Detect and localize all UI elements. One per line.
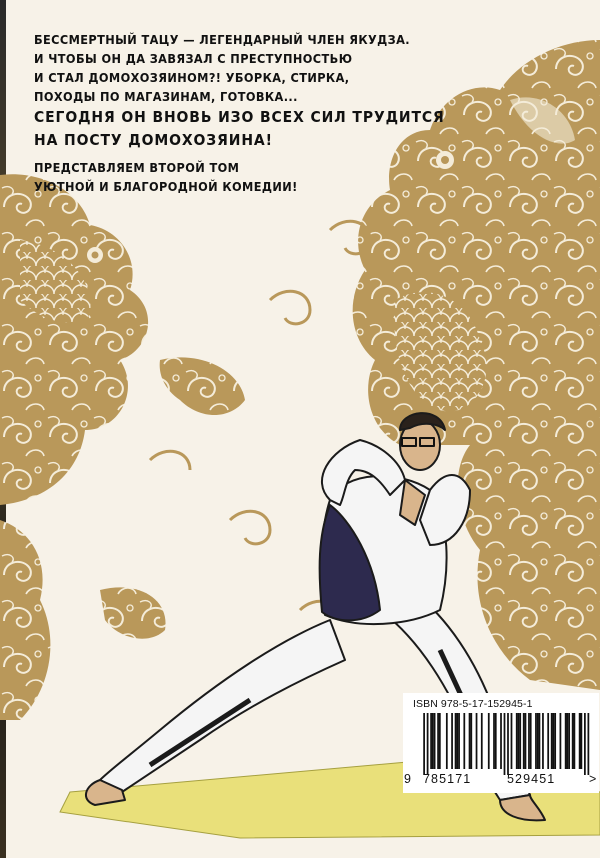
barcode-bar xyxy=(539,713,541,769)
barcode-trailer: > xyxy=(589,772,598,786)
barcode-bar xyxy=(525,713,527,769)
barcode-bar xyxy=(437,713,439,769)
barcode-bar xyxy=(458,713,460,769)
barcode-bar xyxy=(528,713,530,769)
barcode-bar xyxy=(423,713,425,775)
barcode-bar xyxy=(427,713,429,775)
barcode-bar xyxy=(456,713,458,769)
barcode-bar xyxy=(493,713,495,769)
barcode-bar xyxy=(553,713,555,769)
blurb-line: УЮТНОЙ И БЛАГОРОДНОЙ КОМЕДИИ! xyxy=(34,179,298,194)
barcode-bar xyxy=(439,713,441,769)
barcode-bar xyxy=(500,713,502,769)
barcode-bar xyxy=(535,713,537,769)
isbn-label: ISBN 978-5-17-152945-1 xyxy=(413,698,533,710)
barcode-lead-digit: 9 xyxy=(404,772,413,786)
barcode-left-group: 785171 xyxy=(423,772,472,786)
barcode-bar xyxy=(530,713,532,769)
barcode-bar xyxy=(518,713,520,769)
barcode-bar xyxy=(537,713,539,769)
barcode-bar xyxy=(581,713,583,769)
barcode-bar xyxy=(554,713,556,769)
barcode-bar xyxy=(432,713,434,769)
barcode-bar xyxy=(572,713,574,769)
barcode-bar xyxy=(469,713,471,769)
barcode-bar xyxy=(547,713,549,769)
barcode-block xyxy=(403,693,599,793)
blurb-line: ПОХОДЫ ПО МАГАЗИНАМ, ГОТОВКА... xyxy=(34,89,298,104)
barcode-bars xyxy=(411,713,591,775)
barcode-bar xyxy=(495,713,497,769)
blurb-line: БЕССМЕРТНЫЙ ТАЦУ — ЛЕГЕНДАРНЫЙ ЧЛЕН ЯКУДЗА. xyxy=(34,32,410,47)
barcode-right-group: 529451 xyxy=(507,772,556,786)
barcode-bar xyxy=(507,713,509,775)
barcode-bar xyxy=(481,713,483,769)
barcode-bar xyxy=(476,713,478,769)
left-dragon-art xyxy=(0,174,245,720)
barcode-bar xyxy=(451,713,453,769)
blurb-headline-line: НА ПОСТУ ДОМОХОЗЯИНА! xyxy=(34,131,273,149)
barcode-bar xyxy=(542,713,544,769)
barcode-bar xyxy=(584,713,586,775)
barcode-bar xyxy=(551,713,553,769)
barcode-bar xyxy=(488,713,490,769)
barcode-bar xyxy=(516,713,518,769)
barcode-bar xyxy=(567,713,569,769)
barcode-bar xyxy=(565,713,567,769)
barcode-bar xyxy=(504,713,506,775)
barcode-bar xyxy=(455,713,457,769)
barcode-bar xyxy=(568,713,570,769)
barcode-bar xyxy=(588,713,590,775)
barcode-bar xyxy=(511,713,513,769)
blurb-line: И ЧТОБЫ ОН ДА ЗАВЯЗАЛ С ПРЕСТУПНОСТЬЮ xyxy=(34,51,353,66)
blurb-line: ПРЕДСТАВЛЯЕМ ВТОРОЙ ТОМ xyxy=(34,160,240,175)
back-cover-blurb xyxy=(34,30,574,196)
barcode-bar xyxy=(519,713,521,769)
barcode-bar xyxy=(463,713,465,769)
barcode-bar xyxy=(523,713,525,769)
barcode-bar xyxy=(574,713,576,769)
barcode-bar xyxy=(560,713,562,769)
blurb-line: И СТАЛ ДОМОХОЗЯИНОМ?! УБОРКА, СТИРКА, xyxy=(34,70,350,85)
barcode-bar xyxy=(430,713,432,769)
barcode-bar xyxy=(446,713,448,769)
blurb-headline-line: СЕГОДНЯ ОН ВНОВЬ ИЗО ВСЕХ СИЛ ТРУДИТСЯ xyxy=(34,108,445,126)
barcode-bar xyxy=(470,713,472,769)
barcode-bar xyxy=(579,713,581,769)
barcode-bar xyxy=(434,713,436,769)
